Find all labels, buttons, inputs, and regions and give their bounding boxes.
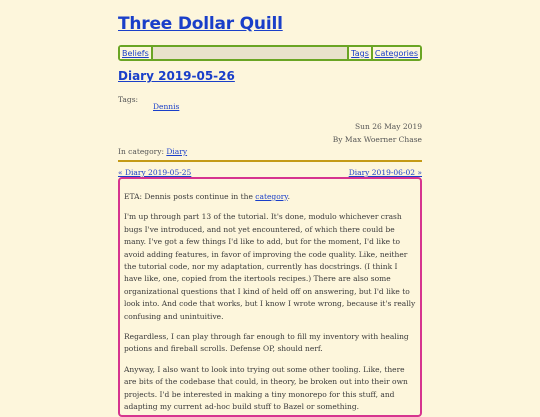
nav-categories-link[interactable]: Categories [374, 48, 418, 58]
content-paragraph: Regardless, I can play through far enough to fill my inventory with healing potions and fireball scrolls. Defense OP, should nerf. [124, 332, 409, 354]
eta-suffix: . [287, 192, 290, 201]
category-label: In category: [118, 147, 164, 156]
category-link-diary[interactable]: Diary [166, 147, 188, 156]
eta-prefix: ETA: Dennis posts continue in the [124, 192, 256, 201]
post-author: By Max Woerner Chase [332, 135, 422, 144]
eta-category-link[interactable]: category [255, 192, 288, 201]
content-paragraph: Anyway, I also want to look into trying out some other tooling. Like, there are bits of the codebase that could, in theory, be broken out into their own projects. I'd be interested in making a tiny monorepo for this stuff, and adapting my current ad-hoc build stuff to Bazel or something. [124, 364, 408, 412]
content-paragraph [124, 191, 416, 203]
nav-tags-link[interactable]: Tags [351, 48, 369, 58]
post-title-link[interactable]: Diary 2019-05-26 [118, 69, 235, 83]
tag-link-dennis[interactable]: Dennis [153, 102, 180, 111]
divider [118, 160, 422, 162]
post-date: Sun 26 May 2019 [355, 122, 422, 131]
nav-spacer [153, 47, 347, 59]
prev-post-link[interactable]: « Diary 2019-05-25 [118, 168, 192, 177]
post-content [118, 177, 422, 417]
next-post-link[interactable]: Diary 2019-06-02 » [348, 168, 422, 177]
category-line [118, 147, 187, 156]
site-title-link[interactable]: Three Dollar Quill [118, 14, 283, 34]
tags-label: Tags: [118, 95, 139, 104]
nav-bar [118, 45, 422, 61]
nav-beliefs-link[interactable]: Beliefs [122, 48, 149, 58]
content-paragraph: I'm up through part 13 of the tutorial. It's done, modulo whichever crash bugs I've introduced, and not yet encountered, of which there could be many. I've got a few things I'd like to add, but for the moment, I'd like to avoid adding features, in favor of improving the code quality. Like, neither the tutorial code, nor my adaptation, currently has docstrings. (I think I have like, one, copied from the itertools recipes.) There are also some organizational questions that I kind of held off on answering, but I'd like to look into. And code that works, but I know I wrote wrong, because it's really confusing and unintuitive. [124, 212, 416, 321]
